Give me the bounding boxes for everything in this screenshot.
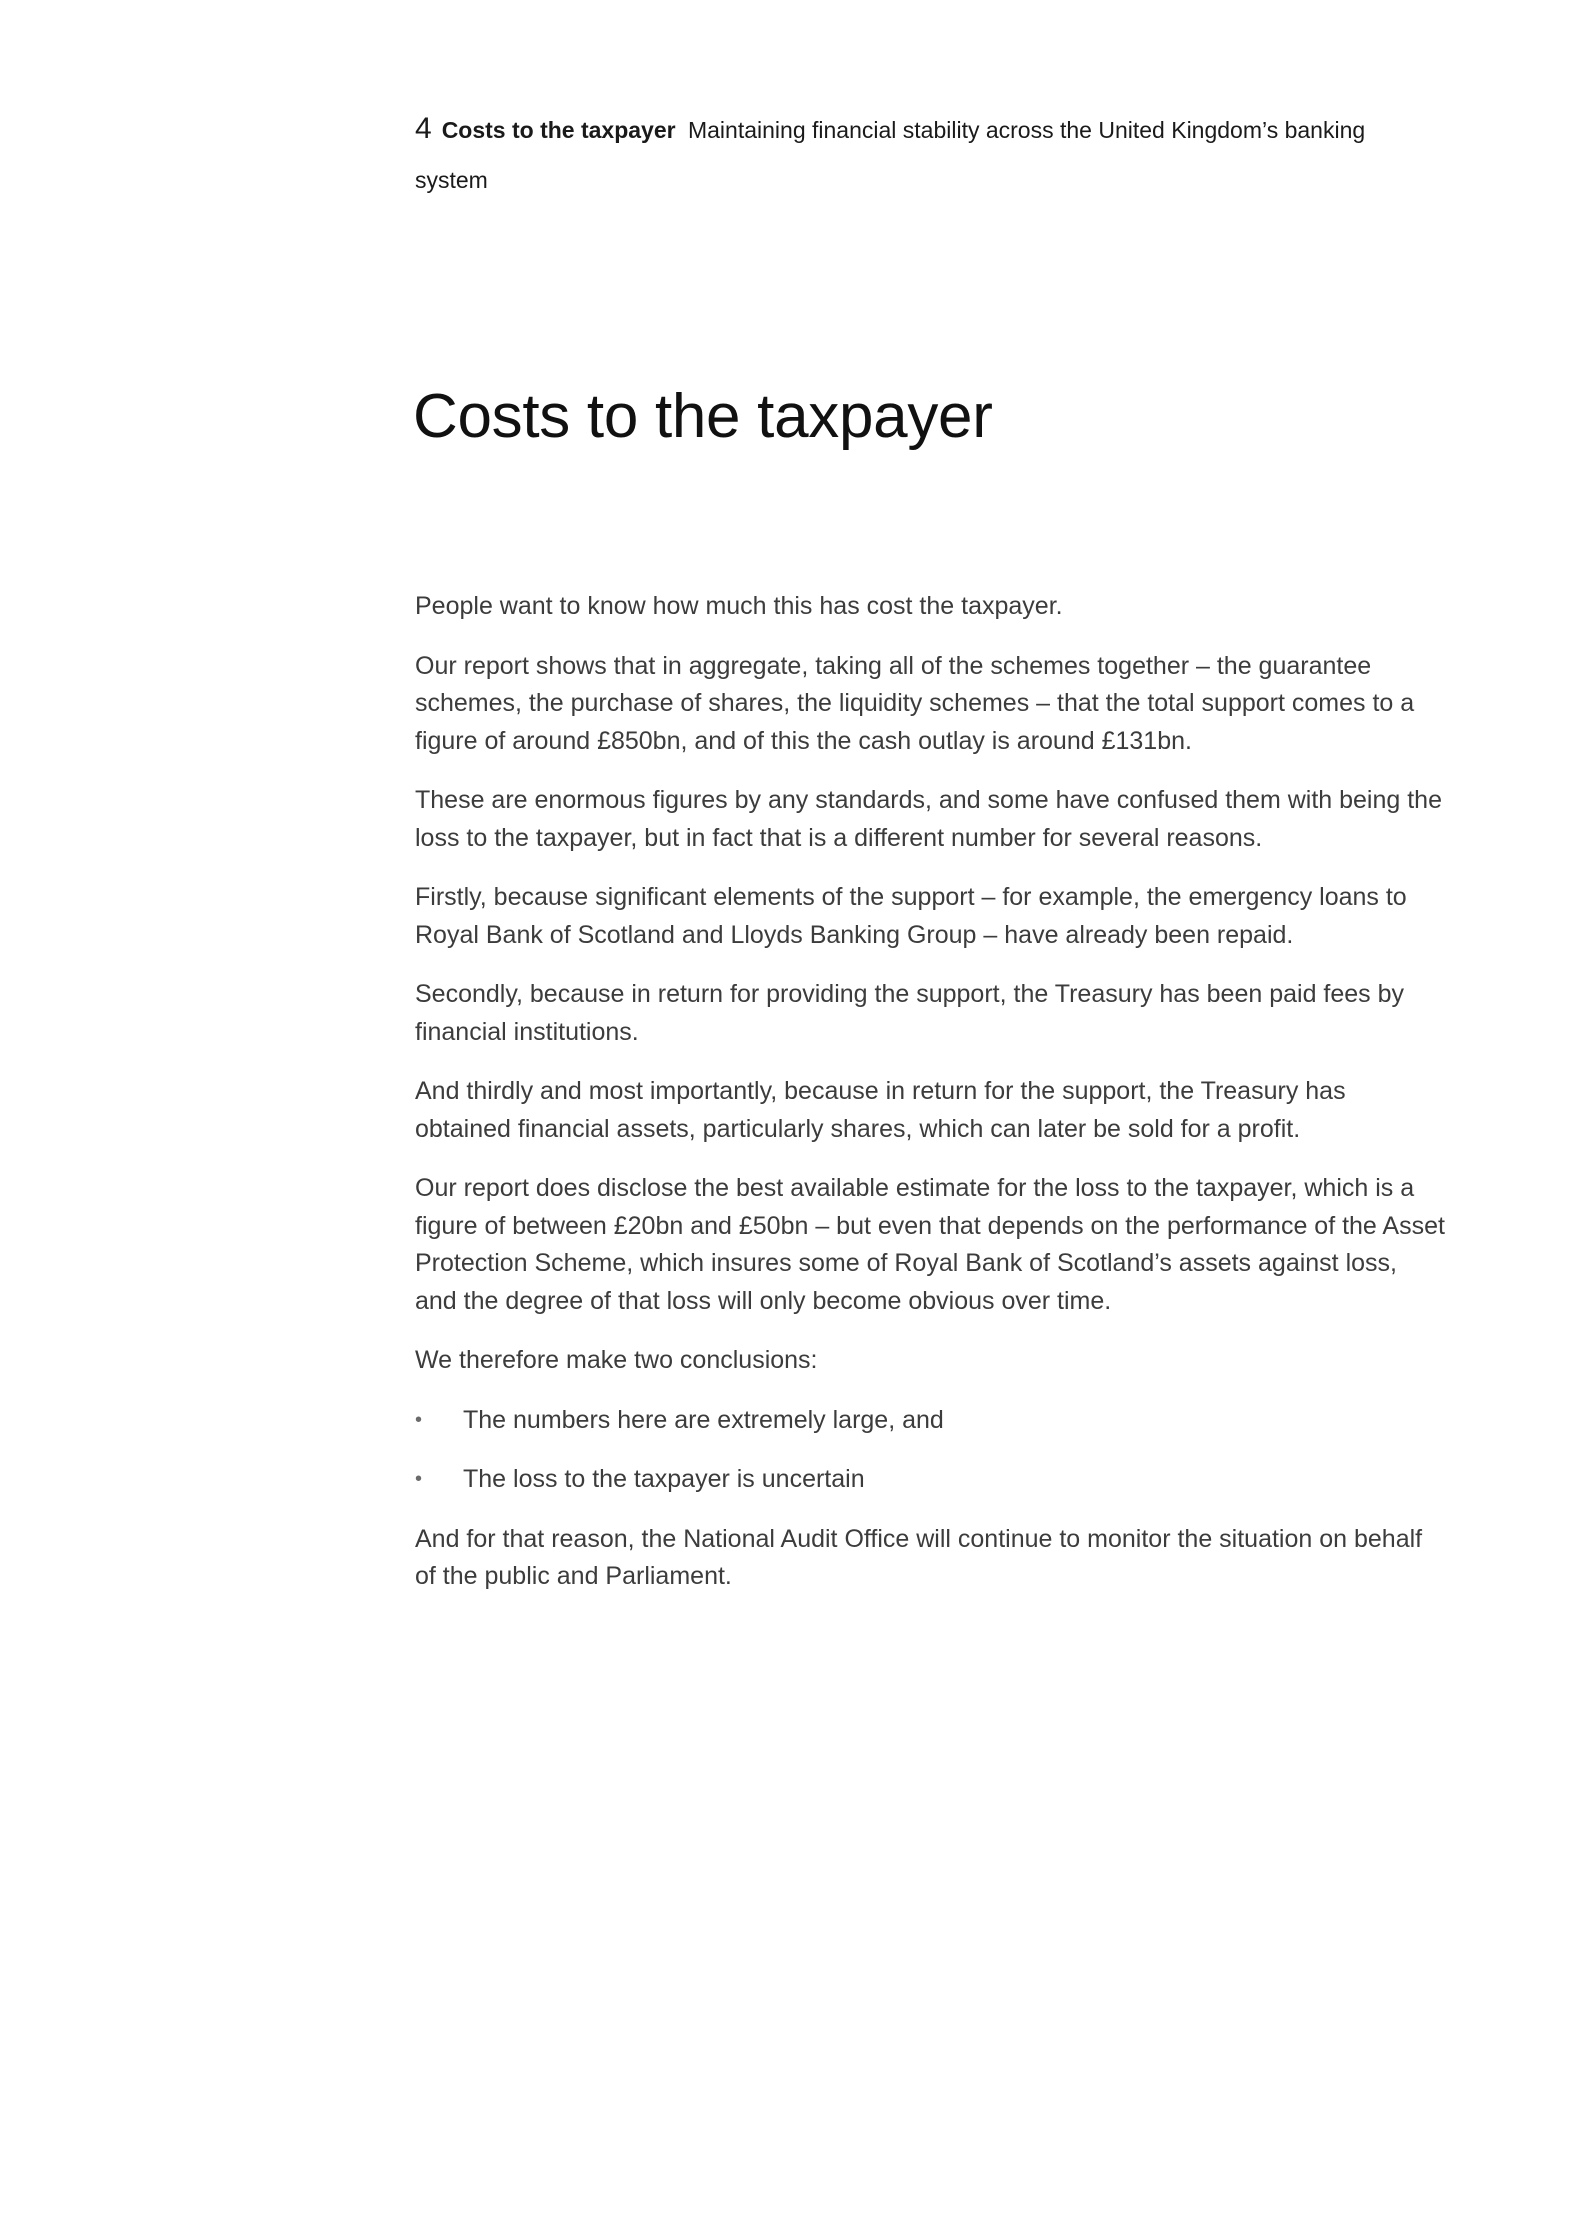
list-item (415, 1402, 1445, 1440)
paragraph: Secondly, because in return for providing the support, the Treasury has been paid fees by financial institutions. (415, 980, 1405, 1046)
page-number: 4 (415, 112, 432, 145)
paragraph: Our report does disclose the best available estimate for the loss to the taxpayer, which is a figure of between £20bn and £50bn – but even that depends on the performance of the Asset Protection Scheme, which insures some of Royal Bank of Scotland’s assets against loss, and the degree of that loss will only become obvious over time. (415, 1174, 1445, 1315)
paragraph: People want to know how much this has cost the taxpayer. (415, 592, 1063, 620)
header-section-name: Costs to the taxpayer (441, 117, 676, 143)
header-report-title: Maintaining financial stability across the United Kingdom’s banking system (415, 117, 1366, 193)
closing-paragraph: And for that reason, the National Audit Office will continue to monitor the situation on behalf of the public and Parliament. (415, 1524, 1423, 1590)
body-text (415, 588, 1445, 1618)
paragraph: Our report shows that in aggregate, taking all of the schemes together – the guarantee schemes, the purchase of shares, the liquidity schemes – that the total support comes to a figure of around £850bn, and of this the cash outlay is around £131bn. (415, 651, 1415, 755)
list-item (415, 1461, 1445, 1499)
conclusions-list (415, 1402, 1445, 1499)
paragraph: And thirdly and most importantly, because in return for the support, the Treasury has obtained financial assets, particularly shares, which can later be sold for a profit. (415, 1077, 1346, 1143)
list-item-text: The loss to the taxpayer is uncertain (463, 1465, 865, 1493)
bullet-icon: • (415, 1408, 423, 1431)
paragraph: These are enormous figures by any standards, and some have confused them with being the loss to the taxpayer, but in fact that is a different number for several reasons. (415, 786, 1442, 852)
paragraph: Firstly, because significant elements of the support – for example, the emergency loans to Royal Bank of Scotland and Lloyds Banking Group – have already been repaid. (415, 883, 1407, 949)
running-header (415, 104, 1425, 205)
page-title: Costs to the taxpayer (413, 382, 993, 451)
bullet-icon: • (415, 1468, 423, 1490)
paragraph: We therefore make two conclusions: (415, 1346, 818, 1374)
list-item-text: The numbers here are extremely large, and (463, 1405, 944, 1434)
